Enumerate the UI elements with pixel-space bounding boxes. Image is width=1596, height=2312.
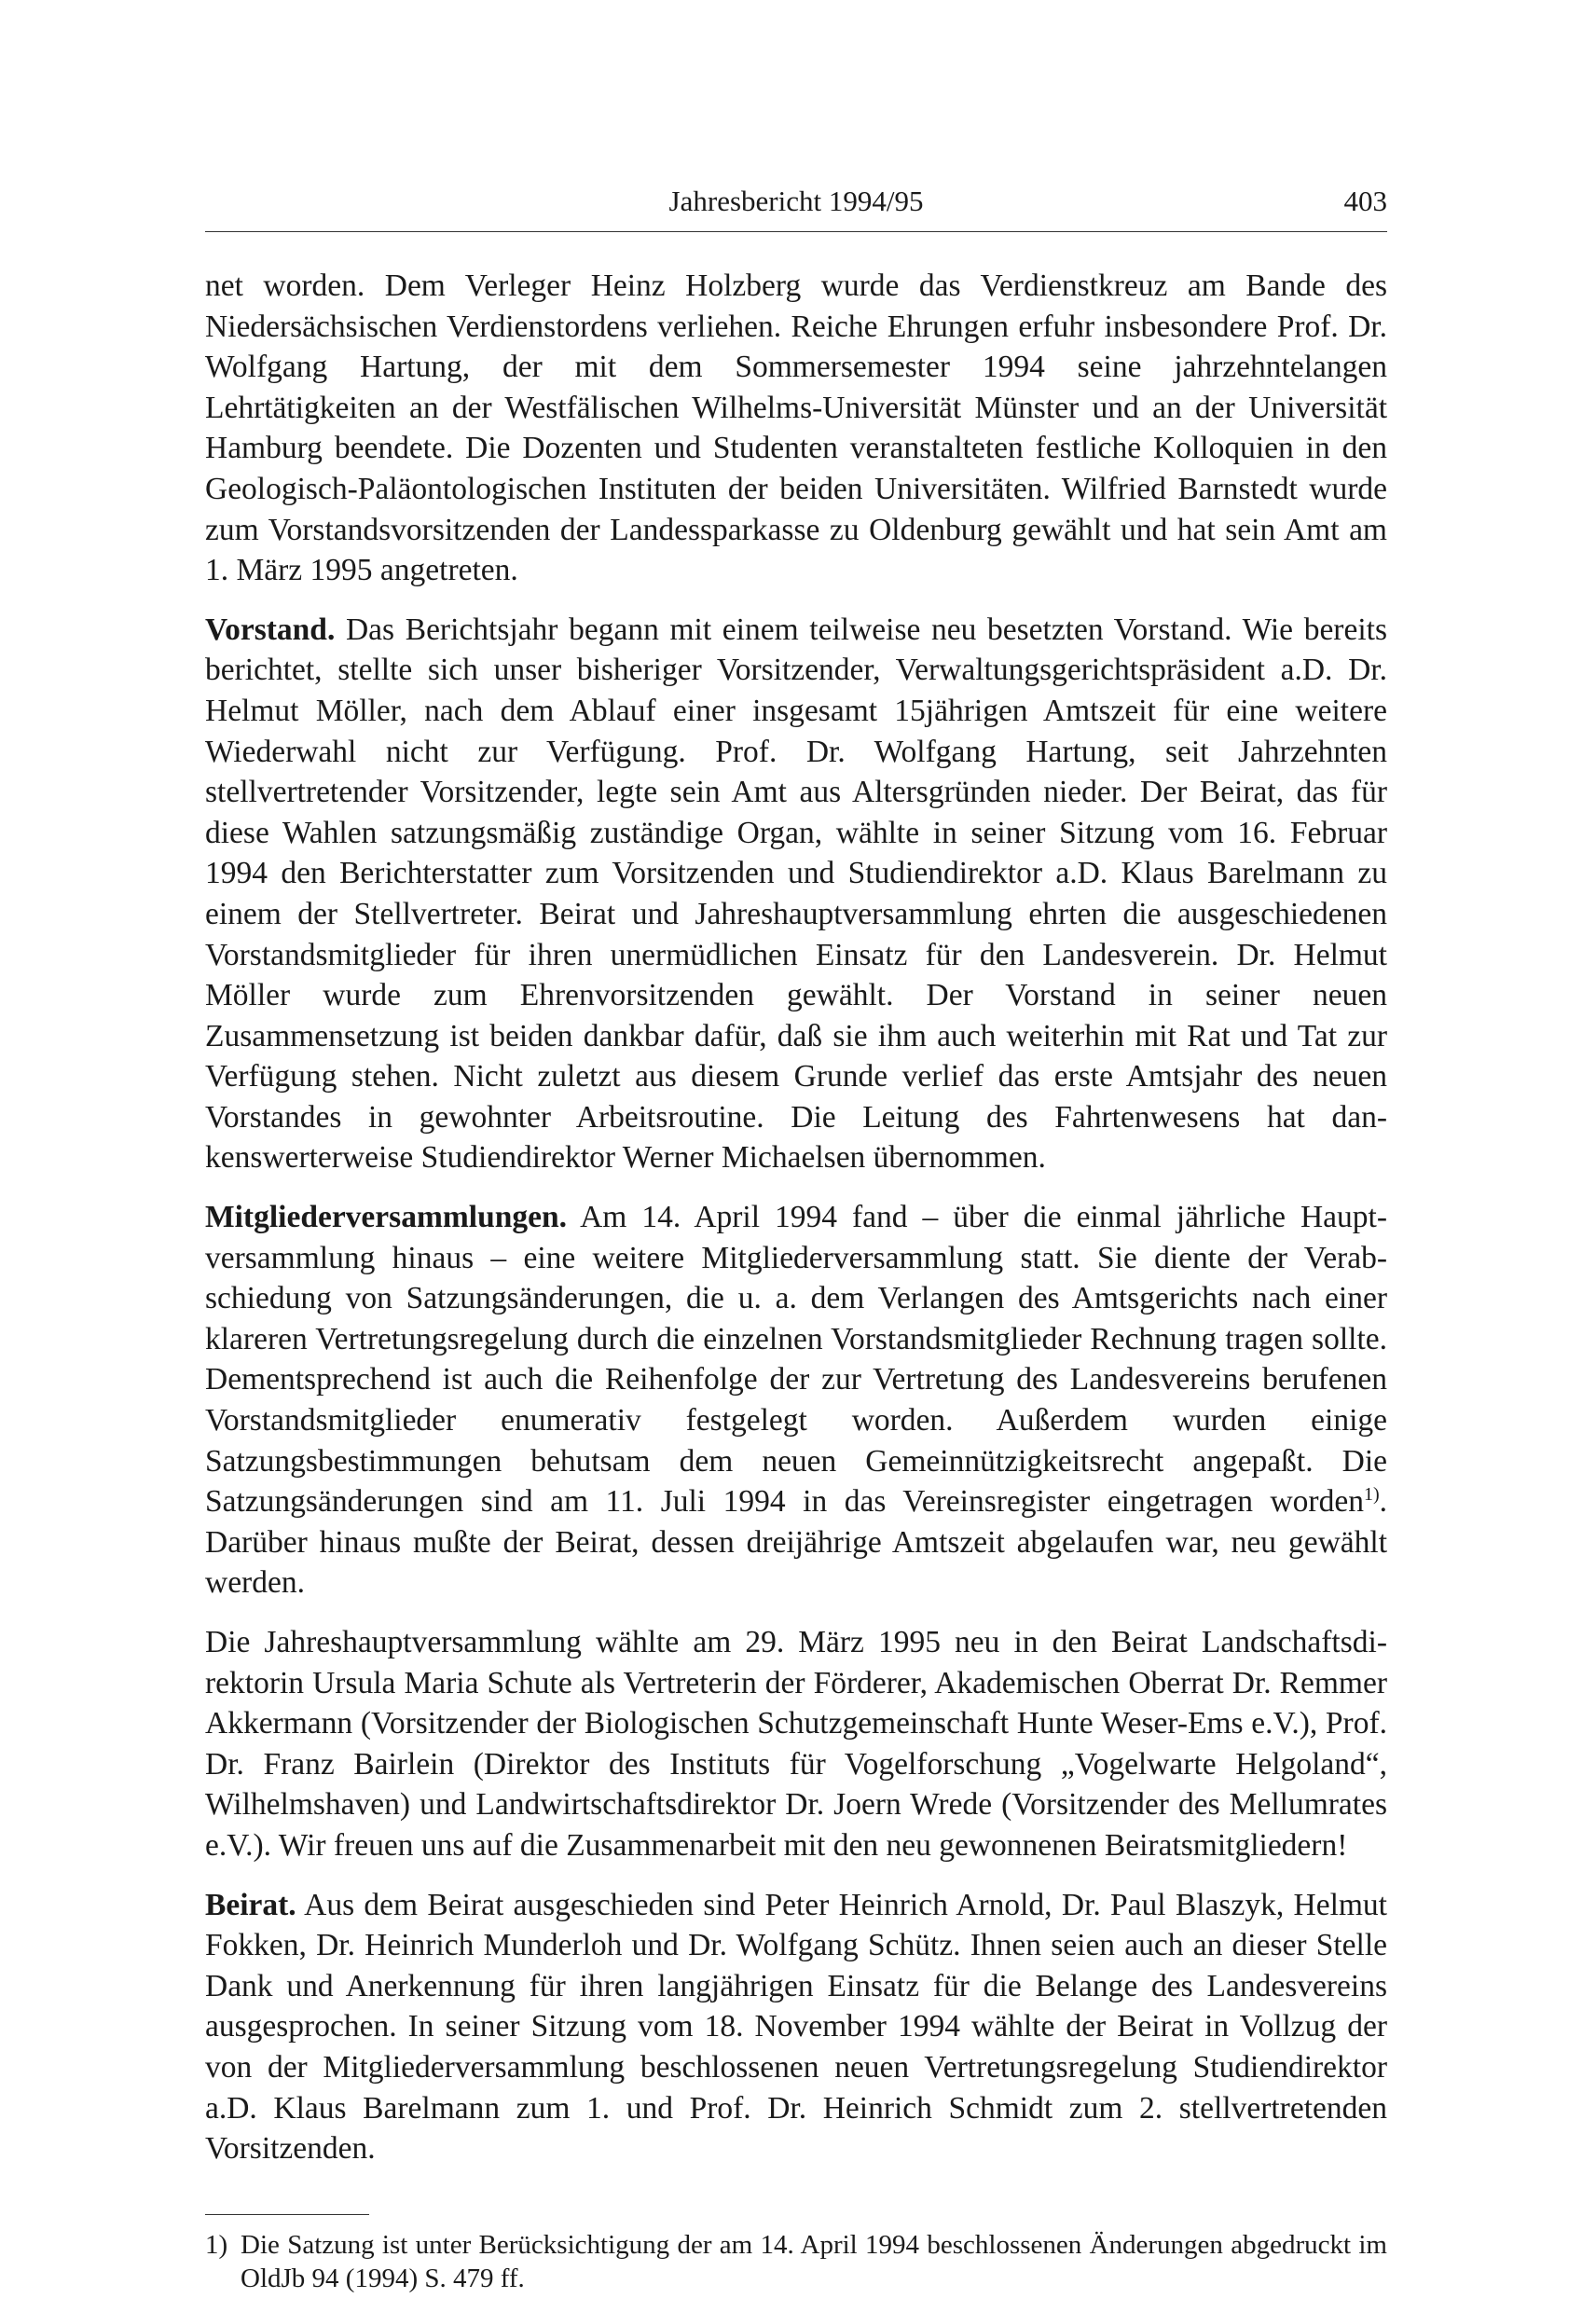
paragraph-text: Die Jahreshauptversammlung wählte am 29. März 1995 neu in den Beirat Landschaftsdirektorin Ursula Maria Schute als Vertreterin der Förderer, Akademischen Oberrat Dr. Remmer Akkermann (Vorsitzender der Biologischen Schutzgemeinschaft Hunte Weser-Ems e.V.), Prof. Dr. Franz Bairlein (Direktor des Instituts für Vogelforschung „Vogelwarte Helgoland“, Wilhelmshaven) und Landwirtschaftsdirektor Dr. Joern Wrede (Vorsitzender des Mellumrates e.V.). Wir freuen uns auf die Zusammenarbeit mit den neu gewonnenen Beiratsmitgliedern! (205, 1625, 1387, 1863)
paragraph-beirat (205, 1885, 1387, 2169)
paragraph-text: Das Berichtsjahr begann mit einem teilweise neu besetzten Vorstand. Wie bereits berichtet, stellte sich unser bisheriger Vorsitzender, Verwaltungsgerichtspräsident a.D. Dr. Helmut Möller, nach dem Ablauf einer insgesamt 15jährigen Amtszeit für eine weitere Wiederwahl nicht zur Verfügung. Prof. Dr. Wolfgang Hartung, seit Jahrzehnten stellvertretender Vorsitzender, legte sein Amt aus Altersgründen nieder. Der Beirat, das für diese Wahlen satzungsmäßig zuständige Organ, wählte in seiner Sitzung vom 16. Februar 1994 den Berichterstatter zum Vorsitzenden und Studiendirektor a.D. Klaus Barelmann zu einem der Stellvertreter. Beirat und Jahreshauptversammlung ehrten die ausgeschiedenen Vorstandsmitglieder für ihren unermüdlichen Einsatz für den Landesverein. Dr. Helmut Möller wurde zum Ehrenvorsitzenden gewählt. Der Vorstand in seiner neuen Zusammensetzung ist beiden dankbar dafür, daß sie ihm auch weiterhin mit Rat und Tat zur Verfügung stehen. Nicht zuletzt aus diesem Grunde verlief das erste Amtsjahr des neuen Vorstandes in gewohnter Arbeitsroutine. Die Leitung des Fahrtenwesens hat dankenswerterweise Studiendirektor Werner Michaelsen übernommen. (205, 612, 1387, 1176)
section-lead-beirat: Beirat. (205, 1887, 296, 1922)
paragraph-jahreshauptversammlung (205, 1622, 1387, 1866)
body-text (205, 266, 1387, 2169)
document-page (205, 183, 1387, 2295)
paragraph-text: Aus dem Beirat ausgeschieden sind Peter Heinrich Arnold, Dr. Paul Blaszyk, Helmut Fokken, Dr. Heinrich Munderloh und Dr. Wolfgang Schütz. Ihnen seien auch an dieser Stelle Dank und Anerkennung für ihren langjährigen Einsatz für die Belange des Landesvereins ausgesprochen. In seiner Sitzung vom 18. November 1994 wählte der Beirat in Vollzug der von der Mitgliederversammlung beschlossenen neuen Vertretungsregelung Studiendirektor a.D. Klaus Barelmann zum 1. und Prof. Dr. Heinrich Schmidt zum 2. stellvertretenden Vorsitzenden. (205, 1887, 1387, 2167)
paragraph-mitgliederversammlungen (205, 1197, 1387, 1603)
paragraph-text-continued: . Darüber hinaus mußte der Beirat, dessen dreijährige Amtszeit abgelaufen war, neu gewählt werden. (205, 1484, 1387, 1601)
running-title: Jahresbericht 1994/95 (668, 185, 924, 217)
paragraph-text: Am 14. April 1994 fand – über die einmal jährliche Hauptversammlung hinaus – eine weitere Mitgliederversammlung statt. Sie diente der Verabschiedung von Satzungsänderungen, die u. a. dem Verlangen des Amtsgerichts nach einer klareren Vertretungsregelung durch die einzelnen Vorstandsmitglieder Rechnung tragen sollte. Dementsprechend ist auch die Reihenfolge der zur Vertretung des Landesvereins berufenen Vorstandsmitglieder enumerativ festgelegt worden. Außerdem wurden einige Satzungsbestimmungen behutsam dem neuen Gemeinnützigkeitsrecht angepaßt. Die Satzungsänderungen sind am 11. Juli 1994 in das Vereinsregister eingetragen worden (205, 1200, 1387, 1520)
footnote-rule (205, 2214, 369, 2215)
paragraph-1 (205, 266, 1387, 591)
paragraph-text: net worden. Dem Verleger Heinz Holzberg wurde das Verdienstkreuz am Bande des Niedersächsischen Verdienstordens verliehen. Reiche Ehrungen erfuhr insbesondere Prof. Dr. Wolfgang Hartung, der mit dem Sommersemester 1994 seine jahrzehntelangen Lehrtätigkeiten an der Westfälischen Wilhelms-Universität Münster und an der Universität Hamburg beendete. Die Dozenten und Studenten veranstalteten festliche Kolloquien in den Geologisch-Paläontologischen Instituten der beiden Universitäten. Wilfried Barnstedt wurde zum Vorstandsvorsitzenden der Landessparkasse zu Oldenburg gewählt und hat sein Amt am 1. März 1995 angetreten. (205, 268, 1387, 588)
header-rule (205, 231, 1387, 232)
paragraph-vorstand (205, 610, 1387, 1178)
section-lead-mitgliederversammlungen: Mitgliederversammlungen. (205, 1200, 567, 1235)
running-head (205, 183, 1387, 231)
page-number: 403 (1343, 185, 1387, 217)
section-lead-vorstand: Vorstand. (205, 612, 336, 647)
footnote (205, 2228, 1387, 2295)
footnote-reference[interactable]: 1) (1363, 1484, 1380, 1506)
footnote-text: Die Satzung ist unter Berücksichtigung der am 14. April 1994 beschlossenen Änderungen abgedruckt im OldJb 94 (1994) S. 479 ff. (241, 2229, 1387, 2293)
footnote-mark: 1) (205, 2229, 228, 2260)
